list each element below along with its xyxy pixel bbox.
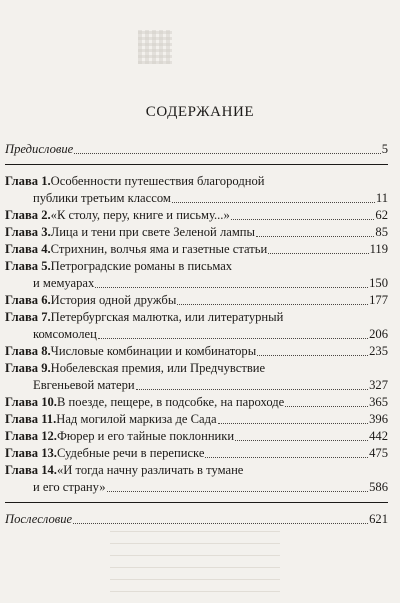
toc-entry <box>5 241 388 258</box>
toc-line <box>5 511 388 528</box>
page-number: 177 <box>369 293 388 307</box>
page-number: 396 <box>369 412 388 426</box>
bleed-lines <box>110 520 280 603</box>
chapter-title: Послесловие <box>5 512 73 526</box>
chapter-title: Петроградские романы в письмах <box>50 259 233 273</box>
page-number: 235 <box>369 344 388 358</box>
toc-entry <box>5 360 388 394</box>
chapter-label: Глава 9. <box>5 361 51 375</box>
page-number: 442 <box>369 429 388 443</box>
qr-code-shadow <box>138 30 172 64</box>
toc-line <box>5 343 388 360</box>
chapter-title: Фюрер и его тайные поклонники <box>56 429 235 443</box>
dot-leader <box>257 355 368 356</box>
toc-line <box>5 190 388 207</box>
chapter-title: В поезде, пещере, в подсобке, на пароходе <box>56 395 285 409</box>
dot-leader <box>136 389 368 390</box>
dot-leader <box>74 153 380 154</box>
toc-line <box>5 479 388 496</box>
chapter-title: Лица и тени при свете Зеленой лампы <box>50 225 255 239</box>
chapter-title: Стрихнин, волчья яма и газетные статьи <box>50 242 268 256</box>
dot-leader <box>177 304 368 305</box>
toc-line <box>5 462 388 479</box>
chapter-title: Петербургская малютка, или литературный <box>50 310 284 324</box>
toc-line <box>5 241 388 258</box>
chapter-title: История одной дружбы <box>50 293 177 307</box>
toc-line <box>5 258 388 275</box>
page-number: 5 <box>381 142 388 156</box>
dot-leader <box>235 440 368 441</box>
chapter-label: Глава 2. <box>5 208 51 222</box>
toc-line <box>5 309 388 326</box>
page-number: 85 <box>375 225 388 239</box>
page-number: 475 <box>369 446 388 460</box>
divider <box>5 502 388 503</box>
toc-entry <box>5 224 388 241</box>
chapter-label: Глава 3. <box>5 225 51 239</box>
divider <box>5 164 388 165</box>
dot-leader <box>268 253 368 254</box>
chapter-label: Глава 13. <box>5 446 57 460</box>
toc-line <box>5 326 388 343</box>
chapter-title: Судебные речи в переписке <box>56 446 205 460</box>
chapter-title: «К столу, перу, книге и письму...» <box>50 208 230 222</box>
page-number: 206 <box>369 327 388 341</box>
chapter-label: Глава 14. <box>5 463 57 477</box>
dot-leader <box>218 423 369 424</box>
toc-line <box>5 275 388 292</box>
toc-entry <box>5 394 388 411</box>
dot-leader <box>172 202 375 203</box>
dot-leader <box>107 491 369 492</box>
chapter-title: и его страну» <box>33 480 106 494</box>
chapter-title: комсомолец <box>33 327 97 341</box>
page-number: 365 <box>369 395 388 409</box>
toc-line <box>5 411 388 428</box>
chapter-label: Глава 4. <box>5 242 51 256</box>
chapter-title: Над могилой маркиза де Сада <box>56 412 217 426</box>
page-number: 586 <box>369 480 388 494</box>
chapter-title: и мемуарах <box>33 276 95 290</box>
toc-line <box>5 292 388 309</box>
dot-leader <box>285 406 368 407</box>
page-number: 327 <box>369 378 388 392</box>
chapter-label: Глава 1. <box>5 174 51 188</box>
chapter-label: Глава 11. <box>5 412 57 426</box>
toc-entry <box>5 445 388 462</box>
chapter-label: Глава 8. <box>5 344 51 358</box>
page-number: 62 <box>375 208 388 222</box>
chapter-title: Евгеньевой матери <box>33 378 135 392</box>
dot-leader <box>231 219 375 220</box>
chapter-label: Глава 5. <box>5 259 51 273</box>
toc-entry <box>5 428 388 445</box>
toc-heading: СОДЕРЖАНИЕ <box>145 104 255 120</box>
toc-line <box>5 377 388 394</box>
chapter-label: Глава 6. <box>5 293 51 307</box>
toc-line <box>5 141 388 158</box>
toc-line <box>5 428 388 445</box>
dot-leader <box>98 338 368 339</box>
page-number: 119 <box>369 242 388 256</box>
chapter-label: Глава 7. <box>5 310 51 324</box>
chapter-title: Числовые комбинации и комбинаторы <box>50 344 257 358</box>
chapter-title: публики третьим классом <box>33 191 171 205</box>
toc-entry <box>5 462 388 496</box>
chapter-title: Предисловие <box>5 142 74 156</box>
dot-leader <box>256 236 374 237</box>
toc-line <box>5 360 388 377</box>
page-number: 150 <box>369 276 388 290</box>
toc-entry <box>5 411 388 428</box>
toc-line <box>5 394 388 411</box>
table-of-contents <box>5 141 388 528</box>
toc-entry <box>5 309 388 343</box>
toc-entry <box>5 173 388 207</box>
chapter-title: Нобелевская премия, или Предчувствие <box>50 361 266 375</box>
toc-line <box>5 173 388 190</box>
chapter-title: «И тогда начну различать в тумане <box>56 463 244 477</box>
toc-entry <box>5 292 388 309</box>
toc-entry <box>5 207 388 224</box>
page-number: 621 <box>369 512 388 526</box>
toc-line <box>5 207 388 224</box>
dot-leader <box>205 457 368 458</box>
toc-entry <box>5 141 388 158</box>
toc-entry <box>5 258 388 292</box>
dot-leader <box>95 287 368 288</box>
toc-line <box>5 224 388 241</box>
dot-leader <box>73 523 368 524</box>
page-number: 11 <box>375 191 388 205</box>
toc-entry <box>5 511 388 528</box>
chapter-label: Глава 10. <box>5 395 57 409</box>
toc-line <box>5 445 388 462</box>
toc-entry <box>5 343 388 360</box>
chapter-title: Особенности путешествия благородной <box>50 174 265 188</box>
chapter-label: Глава 12. <box>5 429 57 443</box>
